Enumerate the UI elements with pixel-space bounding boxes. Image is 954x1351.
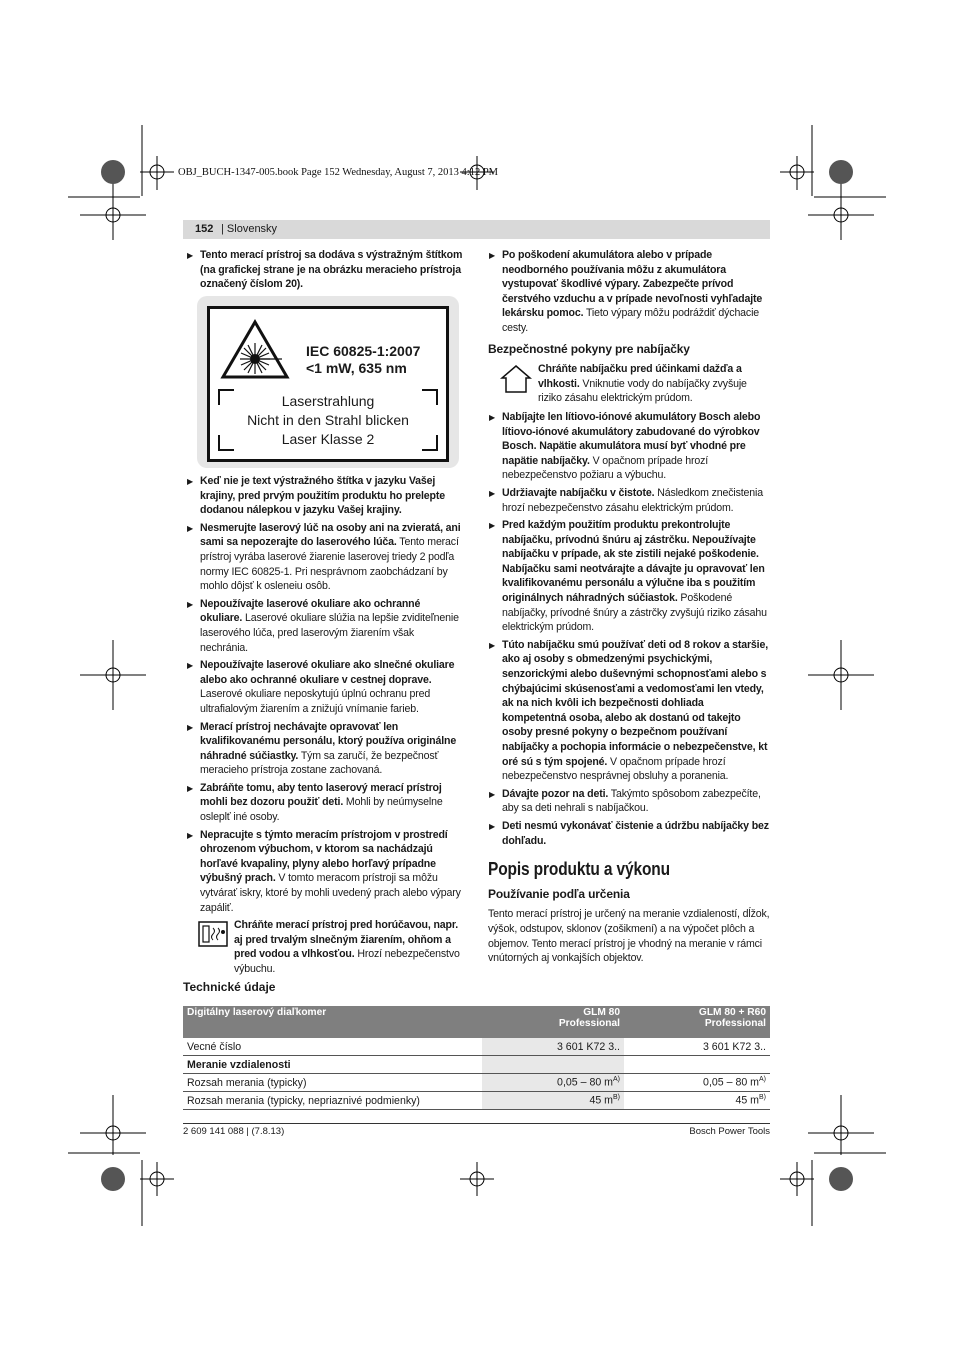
charger-safety-heading: Bezpečnostné pokyny pre nabíjačky xyxy=(488,341,690,356)
table-row xyxy=(183,1074,770,1092)
list-item: ▶ Deti nesmú vykonávať čistenie a údržbu nabíjačky bez dohľadu. xyxy=(488,819,770,848)
left-column-continued xyxy=(186,474,464,981)
page-header xyxy=(183,220,770,239)
tech-data-table xyxy=(183,1006,770,1110)
table-header-row xyxy=(183,1006,770,1038)
table-row xyxy=(183,1056,770,1074)
icon-list-item: Chráňte nabíjačku pred účinkami dažďa a vlhkosti. Vniknutie vody do nabíjačky zvyšuje riziko zásahu elektrickým prúdom. xyxy=(488,362,770,406)
list-item: ▶ Nabíjajte len lítiovo-iónové akumulátory Bosch alebo lítiovo-iónové akumulátory zabudované do výrobkov Bosch. Napätie akumulátora musí byť vhodné pre napätie nabíjačky. V opačnom prípade hrozí nebezpečenstvo požiaru a výbuchu. xyxy=(488,410,770,483)
list-item: ▶ Keď nie je text výstražného štítka v jazyku Vašej krajiny, pred prvým použitím produktu ho prelepte dodanou nálepkou v jazyku Vašej krajiny. xyxy=(186,474,464,518)
list-item: ▶ Nesmerujte laserový lúč na osoby ani na zvieratá, ani sami sa nepozerajte do laserového lúča. Tento merací prístroj vyrába laserové žiarenie laserovej triedy 2 podľa normy IEC 60825-1. Pri nesprávnom zaobchádzaní by mohlo dôjsť k osleneiu osôb. xyxy=(186,521,464,594)
list-item: ▶ Túto nabíjačku smú používať deti od 8 rokov a staršie, ako aj osoby s obmedzenými psychickými, senzorickými alebo duševnými schopnosťami alebo s chýbajúcimi skúsenosťami a vedomosťami len vtedy, ak na nich kvôli ich bezpečnosti dohliada kompetentná osoba, alebo ak dostanú od takejto osoby presné pokyny o bezpečnom používaní nabíjačky a pochopia informácie o nebezpečenstve, kt oré sú s tým spojené. V opačnom prípade hrozí nebezpečenstvo nesprávnej obsluhy a poranenia. xyxy=(488,638,770,784)
table-row xyxy=(183,1038,770,1056)
list-item: ▶ Pred každým použitím produktu prekontrolujte nabíjačku, prívodnú šnúru aj zástrčku. Nepoužívajte nabíjačku v prípade, ak ste zistili nejaké poškodenie. Nabíjačku sami neotvárajte a dávajte ju opravovať len kvalifikovanému personálu a výlučne iba s použitím originálnych náhradných súčiastok. Poškodené nabíjačky, prívodné šnúry a zástrčky zvyšujú riziko zásahu elektrickým prúdom. xyxy=(488,518,770,635)
page-number: 152 xyxy=(195,223,214,235)
list-item: ▶ Udržiavajte nabíjačku v čistote. Následkom znečistenia hrozí nebezpečenstvo zásahu elektrickým prúdom. xyxy=(488,486,770,515)
table-row xyxy=(183,1092,770,1110)
row-value: 45 $m^{B)}$ xyxy=(624,1092,770,1110)
section-title: Popis produktu a výkonu xyxy=(488,859,670,880)
footer-doc-number: 2 609 141 088 | (7.8.13) xyxy=(183,1126,285,1137)
list-item: ▶ Merací prístroj nechávajte opravovať len kvalifikovanému personálu, ktorý používa originálne náhradné súčiastky. Tým sa zaručí, že bezpečnosť meracieho prístroja zostane zachovaná. xyxy=(186,720,464,778)
row-label: Rozsah merania (typicky, nepriaznivé podmienky) xyxy=(183,1092,482,1110)
laser-warning-icon xyxy=(220,319,290,381)
laser-label-line3: Laser Klasse 2 xyxy=(281,431,375,447)
usage-text: Tento merací prístroj je určený na meranie vzdialeností, dĺžok, výšok, odstupov, sklonov (zošikmení) a na výpočet plôch a objemov. Tento merací prístroj je vhodný na meranie v rámci vnútorných aj vonkajších objektov. xyxy=(488,908,770,965)
footer-divider xyxy=(183,1123,770,1124)
indoor-use-house-icon xyxy=(500,364,532,394)
usage-heading: Používanie podľa určenia xyxy=(488,886,630,901)
header-language: | Slovensky xyxy=(221,223,278,235)
list-item: ▶ Tento merací prístroj sa dodáva s výstražným štítkom (na grafickej strane je na obrázku meracieho prístroja označený číslom 20). xyxy=(186,248,464,292)
header-cell: GLM 80 + R60 Professional xyxy=(624,1006,770,1038)
row-value xyxy=(482,1056,624,1074)
left-column xyxy=(186,248,464,295)
row-label: Vecné číslo xyxy=(183,1038,482,1056)
header-cell: GLM 80 Professional xyxy=(482,1006,624,1038)
row-label: Rozsah merania (typicky) xyxy=(183,1074,482,1092)
laser-label-line1: Laserstrahlung xyxy=(281,393,375,409)
row-value xyxy=(624,1056,770,1074)
iec-standard: IEC 60825-1:2007 <1 mW, 635 nm xyxy=(306,343,421,376)
row-value: 45 $m^{B)}$ xyxy=(482,1092,624,1110)
list-item: ▶ Nepracujte s týmto meracím prístrojom v prostredí ohrozenom výbuchom, v ktorom sa nachádzajú horľavé kvapaliny, plyny alebo horľavý prípadne výbušný prach. V tomto meracom prístroji sa môžu vytvárať iskry, ktoré by mohli uvedený prach alebo výpary zapáliť. xyxy=(186,828,464,916)
row-value: 0,05 – 80 $m^{A)}$ xyxy=(624,1074,770,1092)
right-column xyxy=(488,248,770,966)
list-item: ▶ Nepoužívajte laserové okuliare ako ochranné okuliare. Laserové okuliare slúžia na lepšie zviditeľnenie laserového lúča, pred laserovým žiarením však nechránia. xyxy=(186,597,464,655)
list-item: ▶ Po poškodení akumulátora alebo v prípade neodborného používania môžu z akumulátora vystupovať škodlivé výpary. Zabezpečte prívod čerstvého vzduchu a v prípade nevoľnosti vyhľadajte lekársku pomoc. Tieto výpary môžu podráždiť dýchacie cesty. xyxy=(488,248,770,336)
header-cell: Digitálny laserový diaľkomer xyxy=(183,1006,482,1038)
laser-warning-label xyxy=(197,296,459,468)
list-item: ▶ Zabráňte tomu, aby tento laserový merací prístroj mohli bez dozoru použiť deti. Mohli by neúmyselne osleplť iné osoby. xyxy=(186,781,464,825)
row-value: 3 601 K72 3.. xyxy=(482,1038,624,1056)
list-item: ▶ Nepoužívajte laserové okuliare ako slnečné okuliare alebo ako ochranné okuliare v cestnej doprave. Laserové okuliare neposkytujú úplnú ochranu pred ultrafialovým žiarením a znižujú vnímanie farieb. xyxy=(186,658,464,716)
row-value: 3 601 K72 3.. xyxy=(624,1038,770,1056)
footer-brand: Bosch Power Tools xyxy=(689,1126,770,1137)
list-item: ▶ Dávajte pozor na deti. Takýmto spôsobom zabezpečíte, aby sa deti nehrali s nabíjačkou. xyxy=(488,787,770,816)
row-label: Meranie vzdialenosti xyxy=(183,1056,482,1074)
tech-data-title: Technické údaje xyxy=(183,980,276,994)
book-info: OBJ_BUCH-1347-005.book Page 152 Wednesday, August 7, 2013 4:12 PM xyxy=(178,167,498,178)
heat-moisture-warning-icon xyxy=(198,920,228,948)
laser-label-line2: Nicht in den Strahl blicken xyxy=(247,412,409,428)
row-value: 0,05 – 80 $m^{A)}$ xyxy=(482,1074,624,1092)
icon-list-item: Chráňte merací prístroj pred horúčavou, napr. aj pred trvalým slnečným žiarením, ohňom a pred vodou a vlhkosťou. Hrozí nebezpečenstvo výbuchu. xyxy=(186,918,464,976)
